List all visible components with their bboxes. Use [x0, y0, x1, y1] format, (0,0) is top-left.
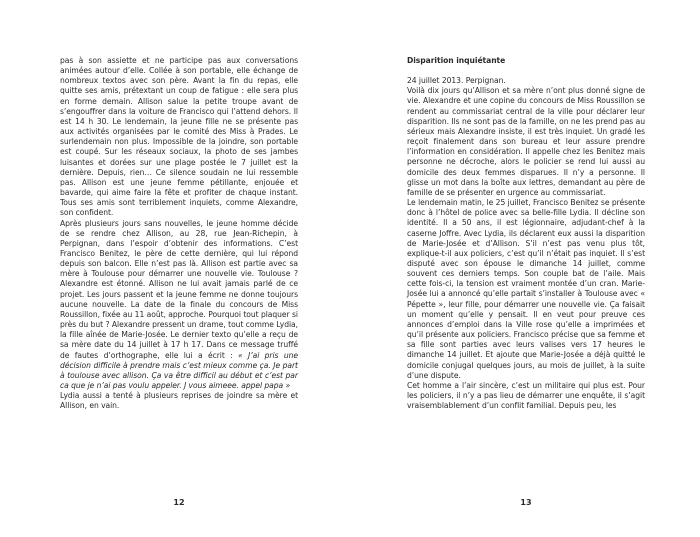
paragraph: Voilà dix jours qu’Allison et sa mère n’ont plus donné signe de vie. Alexandre et une copine du concours de Miss Roussillon se rendent au commissariat central de la ville pour déclarer leur disparition. Ils ne sont pas de la famille, on ne les prend pas au sérieux mais Alexandre insiste, il est très inquiet. Un gradé les reçoit finalement dans son bureau et leur assure prendre l’information en considération. Il appelle chez les Benitez mais personne ne décroche, alors le policier se rend lui aussi au domicile des deux femmes disparues. Il n’y a personne. Il glisse un mot dans la boîte aux lettres, demandant au père de famille de se présenter en urgence au commissariat.	[407, 86, 645, 197]
paragraph: 24 juillet 2013. Perpignan.	[407, 76, 506, 86]
text-message-quote: « J’ai pris une décision difficile à prendre mais c’est mieux comme ça. Je part à toulouse avec allison. Ça va être difficil au début et c’est par ca que je n’ai pas voulu appeler. J vous aimeee. appel papa »	[60, 350, 298, 390]
paragraph: Lydia aussi a tenté à plusieurs reprises de joindre sa mère et Allison, en vain.	[60, 391, 298, 411]
page-number: 12	[173, 498, 185, 507]
right-page-text	[407, 56, 645, 411]
paragraph: Le lendemain matin, le 25 juillet, Francisco Benitez se présente donc à l’hôtel de police avec sa belle-fille Lydia. Il décline son identité. Il a 50 ans, il est légionnaire, adjudant-chef à la caserne Joffre. Avec Lydia, ils déclarent eux aussi la disparition de Marie-Josée et d’Allison. S’il n’est pas venu plus tôt, explique-t-il aux policiers, c’est qu’il n’était pas inquiet. Il s’est disputé avec son épouse le dimanche 14 juillet, comme souvent ces derniers temps. Son couple bat de l’aile. Mais cette fois-ci, la tension est vraiment montée d’un cran. Marie-Josée lui a annoncé qu’elle partait s’installer à Toulouse avec « Pépette », leur fille, pour démarrer une nouvelle vie. Ça faisait un moment qu’elle y pensait. Il en veut pour preuve ces annonces d’emploi dans la Ville rose qu’elle a imprimées et qu’il présente aux policiers. Francisco précise que sa femme et sa fille sont parties avec leurs valises vers 17 heures le dimanche 14 juillet. Et ajoute que Marie-Josée a déjà quitté le domicile conjugal quelques jours, au mois de juillet, à la suite d’une dispute.	[407, 198, 645, 380]
left-page-text	[60, 56, 298, 411]
paragraph-text: Après plusieurs jours sans nouvelles, le jeune homme décide de se rendre chez Allison, au 28, rue Jean-Richepin, à Perpignan, dans l’espoir d’obtenir des informations. C’est Francisco Benitez, le père de cette dernière, qui lui répond depuis son balcon. Elle n’est pas là. Allison est partie avec sa mère à Toulouse pour démarrer une nouvelle vie. Toulouse ? Alexandre est étonné. Allison ne lui avait jamais parlé de ce projet. Les jours passent et la jeune femme ne donne toujours aucune nouvelle. La date de la finale du concours de Miss Roussillon, fixée au 11 août, approche. Pourquoi tout plaquer si près du but ? Alexandre pressent un drame, tout comme Lydia, la fille aînée de Marie-Josée. Le dernier texto qu’elle a reçu de sa mère date du 14 juillet à 17 h 17. Dans ce message truffé de fautes d’orthographe, elle lui a écrit :	[60, 218, 298, 360]
paragraph: pas à son assiette et ne participe pas aux conversations animées autour d’elle. Collée à son portable, elle échange de nombreux textos avec son père. Avant la fin du repas, elle quitte ses amis, prétextant un coup de fatigue : elle sera plus en forme demain. Allison salue la petite troupe avant de s’engouffrer dans la voiture de Francisco qui l’attend dehors. Il est 14 h 30. Le lendemain, la jeune fille ne se présente pas aux activités organisées par le comité des Miss à Prades. Le surlendemain non plus. Impossible de la joindre, son portable est coupé. Sur les réseaux sociaux, la photo de ses jambes luisantes et dorées sur une plage postée le 7 juillet est la dernière. Depuis, rien… Ce silence soudain ne lui ressemble pas. Allison est une jeune femme pétillante, enjouée et bavarde, qui aime faire la fête et profiter de chaque instant. Tous ses amis sont terriblement inquiets, comme Alexandre, son confident.	[60, 56, 298, 218]
paragraph	[60, 219, 298, 392]
right-page	[350, 0, 700, 537]
paragraph: Cet homme a l’air sincère, c’est un militaire qui plus est. Pour les policiers, il n’y a pas lieu de démarrer une enquête, il s’agit vraisemblablement d’un conflit familial. Depuis peu, les	[407, 380, 645, 411]
page-number: 13	[520, 498, 532, 507]
chapter-title: Disparition inquiétante	[407, 56, 506, 65]
